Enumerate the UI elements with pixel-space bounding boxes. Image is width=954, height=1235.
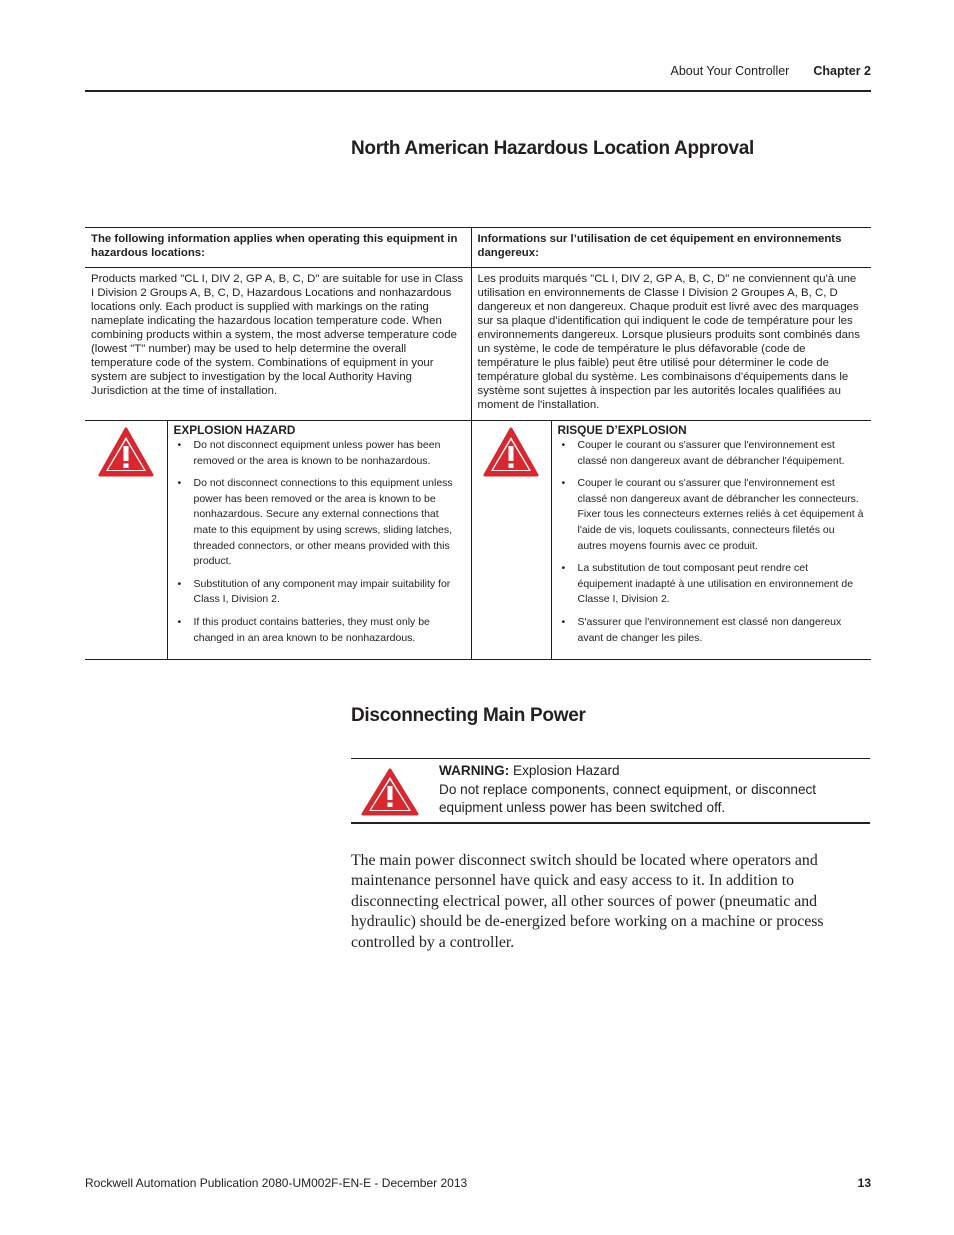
- header-section: About Your Controller: [670, 64, 790, 78]
- list-item: • Couper le courant ou s'assurer que l'environnement est classé non dangereux avant de débrancher les connecteurs. Fixer tous les connecteurs externes reliés à cet équipement à l'aide de vis, loquets coulissants, connecteurs filetés ou autres moyens fournis avec ce produit.: [578, 476, 866, 554]
- warning-label: WARNING:: [439, 763, 510, 778]
- list-item: • Substitution of any component may impair suitability for Class I, Division 2.: [194, 577, 465, 608]
- fr-hazard-title: RISQUE D’EXPLOSION: [557, 423, 687, 437]
- warning-triangle-icon: [482, 426, 540, 478]
- warning-box: [351, 758, 870, 824]
- warning-text: Do not replace components, connect equipment, or disconnect equipment unless power has been switched off.: [439, 781, 817, 815]
- list-item: • Do not disconnect connections to this equipment unless power has been removed or the area is known to be nonhazardous. Secure any external connections that mate to this equipment by using screws, sliding latches, threaded connectors, or other means provided with this product.: [194, 476, 465, 570]
- warning-title: Explosion Hazard: [509, 763, 620, 778]
- en-warning-icon-cell: [85, 421, 167, 660]
- hazard-table-body: [85, 268, 871, 421]
- fr-hazard-cell: [551, 421, 871, 660]
- hazard-table: [85, 227, 871, 660]
- en-body: Products marked "CL I, DIV 2, GP A, B, C, D" are suitable for use in Class I Division 2 Groups A, B, C, D, Hazardous Locations and nonhazardous locations only. Each product is supplied with markings on the rating nameplate indicating the hazardous location temperature code. When combining products within a system, the most adverse temperature code (lowest "T" number) may be used to help determine the overall temperature code of the system. Combinations of equipment in your system are subject to investigation by the local Authority Having Jurisdiction at the time of installation.: [85, 268, 471, 421]
- section-title-disconnect: Disconnecting Main Power: [351, 705, 586, 726]
- warning-triangle-icon: [359, 767, 421, 817]
- header-chapter: Chapter 2: [813, 64, 871, 78]
- section-title-hazardous: North American Hazardous Location Approval: [351, 138, 754, 159]
- hazard-table-header: [85, 228, 871, 268]
- warning-triangle-icon: [97, 426, 155, 478]
- list-item: • Couper le courant ou s'assurer que l'environnement est classé non dangereux avant de débrancher l'équipement.: [578, 438, 866, 469]
- page-footer: [85, 1176, 871, 1190]
- en-hazard-cell: [167, 421, 471, 660]
- warning-text-block: [439, 762, 864, 818]
- en-hazard-title: EXPLOSION HAZARD: [173, 423, 296, 437]
- hazard-warning-row: [85, 421, 871, 660]
- footer-publication: Rockwell Automation Publication 2080-UM002F-EN-E - December 2013: [85, 1176, 468, 1190]
- list-item: • La substitution de tout composant peut rendre cet équipement inadapté à une utilisation en environnement de Classe I, Division 2.: [578, 561, 866, 608]
- list-item: • Do not disconnect equipment unless power has been removed or the area is known to be nonhazardous.: [194, 438, 465, 469]
- fr-body: Les produits marqués "CL I, DIV 2, GP A, B, C, D" ne conviennent qu'à une utilisation en environnements de Classe I Division 2 Groupes A, B, C, D dangereux et non dangereux. Chaque produit est livré avec des marquages sur sa plaque d'identification qui indiquent le code de température pour les environnements dangereux. Lorsque plusieurs produits sont combinés dans un système, le code de température le plus défavorable (code de température le plus faible) peut être utilisé pour déterminer le code de température global du système. Les combinaisons d'équipements dans le système sont sujettes à inspection par les autorités locales qualifiées au moment de l'installation.: [471, 268, 871, 421]
- en-header: The following information applies when operating this equipment in hazardous locations:: [85, 228, 471, 268]
- page-header: [85, 64, 871, 92]
- body-paragraph: The main power disconnect switch should be located where operators and maintenance personnel have quick and easy access to it. In addition to disconnecting electrical power, all other sources of power (pneumatic and hydraulic) should be de-energized before working on a machine or process controlled by a controller.: [351, 852, 824, 951]
- list-item: • If this product contains batteries, they must only be changed in an area known to be nonhazardous.: [194, 615, 465, 646]
- list-item: • S'assurer que l'environnement est classé non dangereux avant de changer les piles.: [578, 615, 866, 646]
- fr-warning-icon-cell: [471, 421, 551, 660]
- page-number: 13: [857, 1176, 871, 1190]
- en-hazard-list: [174, 438, 465, 646]
- fr-hazard-list: [558, 438, 866, 646]
- fr-header: Informations sur l’utilisation de cet équipement en environnements dangereux:: [471, 228, 871, 268]
